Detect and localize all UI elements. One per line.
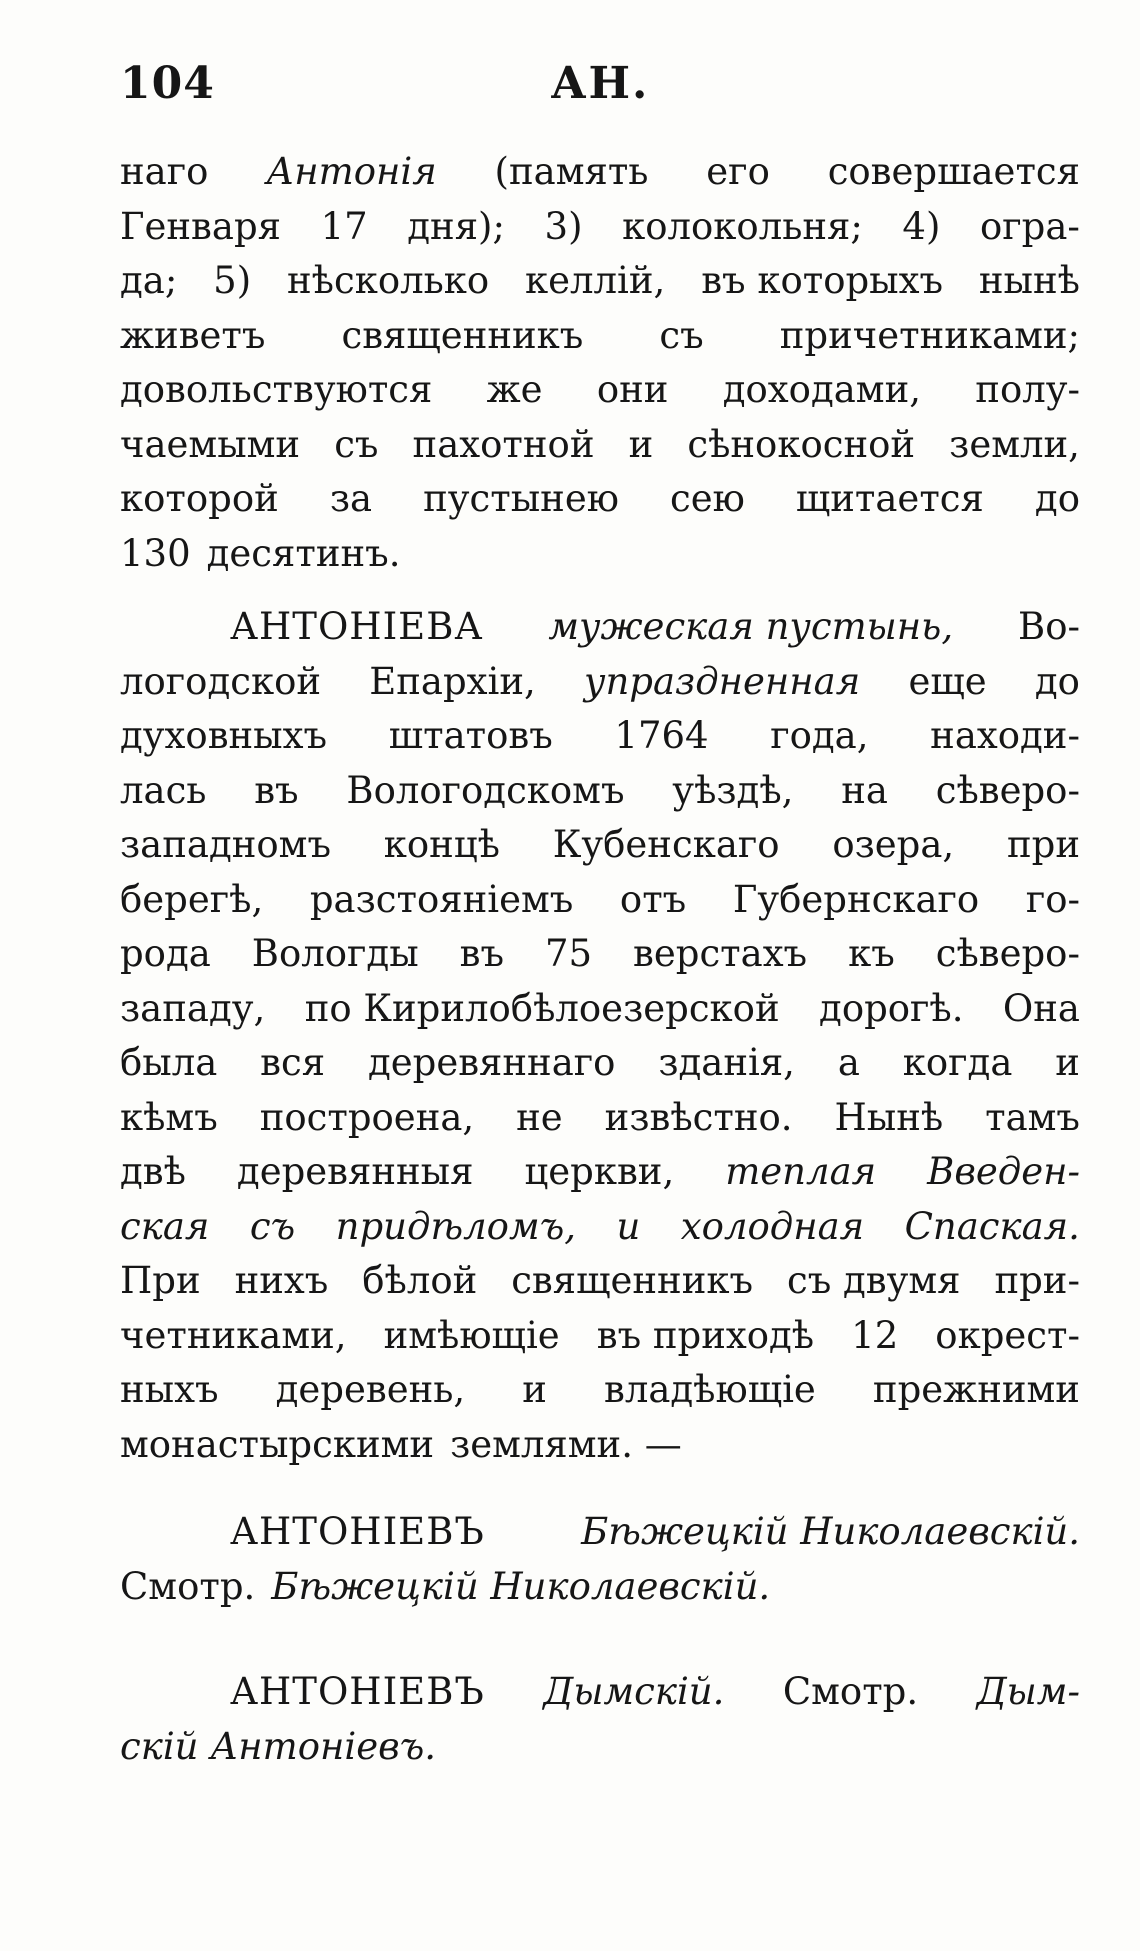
entry-antoniev-dymsky	[120, 1670, 1080, 1779]
text-line: наго Антонія (память его совершается	[120, 150, 1080, 193]
entry-headword: АНТОНІЕВЪ	[230, 1670, 485, 1713]
text-line: живетъ священникъ съ причетниками;	[120, 313, 1080, 357]
text-line: западу, по Кирилобѣлоезерской дорогѣ. Она	[120, 986, 1080, 1030]
text-line: западномъ концѣ Кубенскаго озера, при	[120, 823, 1080, 866]
text-line: При нихъ бѣлой священникъ съ двумя при-	[120, 1259, 1080, 1302]
text-line: ныхъ деревень, и владѣющіе прежними	[120, 1368, 1080, 1411]
text-line: 130 десятинъ.	[120, 531, 401, 575]
text-line: берегѣ, разстояніемъ отъ Губернскаго го-	[120, 877, 1080, 921]
text-line: была вся деревяннаго зданія, а когда и	[120, 1041, 1080, 1084]
text-line: АНТОНІЕВА мужеская пустынь, Во-	[230, 605, 1080, 648]
text-line: АНТОНІЕВЪ Дымскій. Смотр. Дым-	[230, 1670, 1080, 1713]
text-line: монастырскими землями. —	[120, 1422, 682, 1466]
text-line: довольствуются же они доходами, полу-	[120, 368, 1080, 411]
page-header	[120, 58, 1080, 118]
text-line: четниками, имѣющіе въ приходѣ 12 окрест-	[120, 1313, 1080, 1357]
text-line: АНТОНІЕВЪ Бѣжецкій Николаевскій.	[230, 1510, 1080, 1553]
entry-headword: АНТОНІЕВЪ	[230, 1510, 485, 1553]
entry-headword: АНТОНІЕВА	[230, 605, 484, 648]
text-line: двѣ деревянныя церкви, теплая Введен-	[120, 1150, 1080, 1193]
text-line: логодской Епархіи, упраздненная еще до	[120, 659, 1080, 703]
paragraph-continuation	[120, 150, 1080, 586]
running-head: АН.	[550, 58, 650, 109]
text-line: духовныхъ штатовъ 1764 года, находи-	[120, 714, 1080, 757]
text-line: Генваря 17 дня); 3) колокольня; 4) огра-	[120, 204, 1080, 248]
entry-antoniev-bezhetsky	[120, 1510, 1080, 1619]
text-line: кѣмъ построена, не извѣстно. Нынѣ тамъ	[120, 1095, 1080, 1139]
text-line: рода Вологды въ 75 верстахъ къ сѣверо-	[120, 932, 1080, 975]
text-line: чаемыми съ пахотной и сѣнокосной земли,	[120, 422, 1080, 466]
text-line: скій Антоніевъ.	[120, 1724, 437, 1768]
text-line: ская съ придѣломъ, и холодная Спаская.	[120, 1204, 1080, 1248]
text-line: Смотр. Бѣжецкій Николаевскій.	[120, 1564, 771, 1608]
page-number: 104	[120, 58, 215, 109]
text-line: лась въ Вологодскомъ уѣздѣ, на сѣверо-	[120, 768, 1080, 812]
text-line: которой за пустынею сею щитается до	[120, 477, 1080, 520]
text-line: да; 5) нѣсколько келлій, въ которыхъ нынѣ	[120, 259, 1080, 302]
entry-antonieva-pustyn	[120, 605, 1080, 1477]
